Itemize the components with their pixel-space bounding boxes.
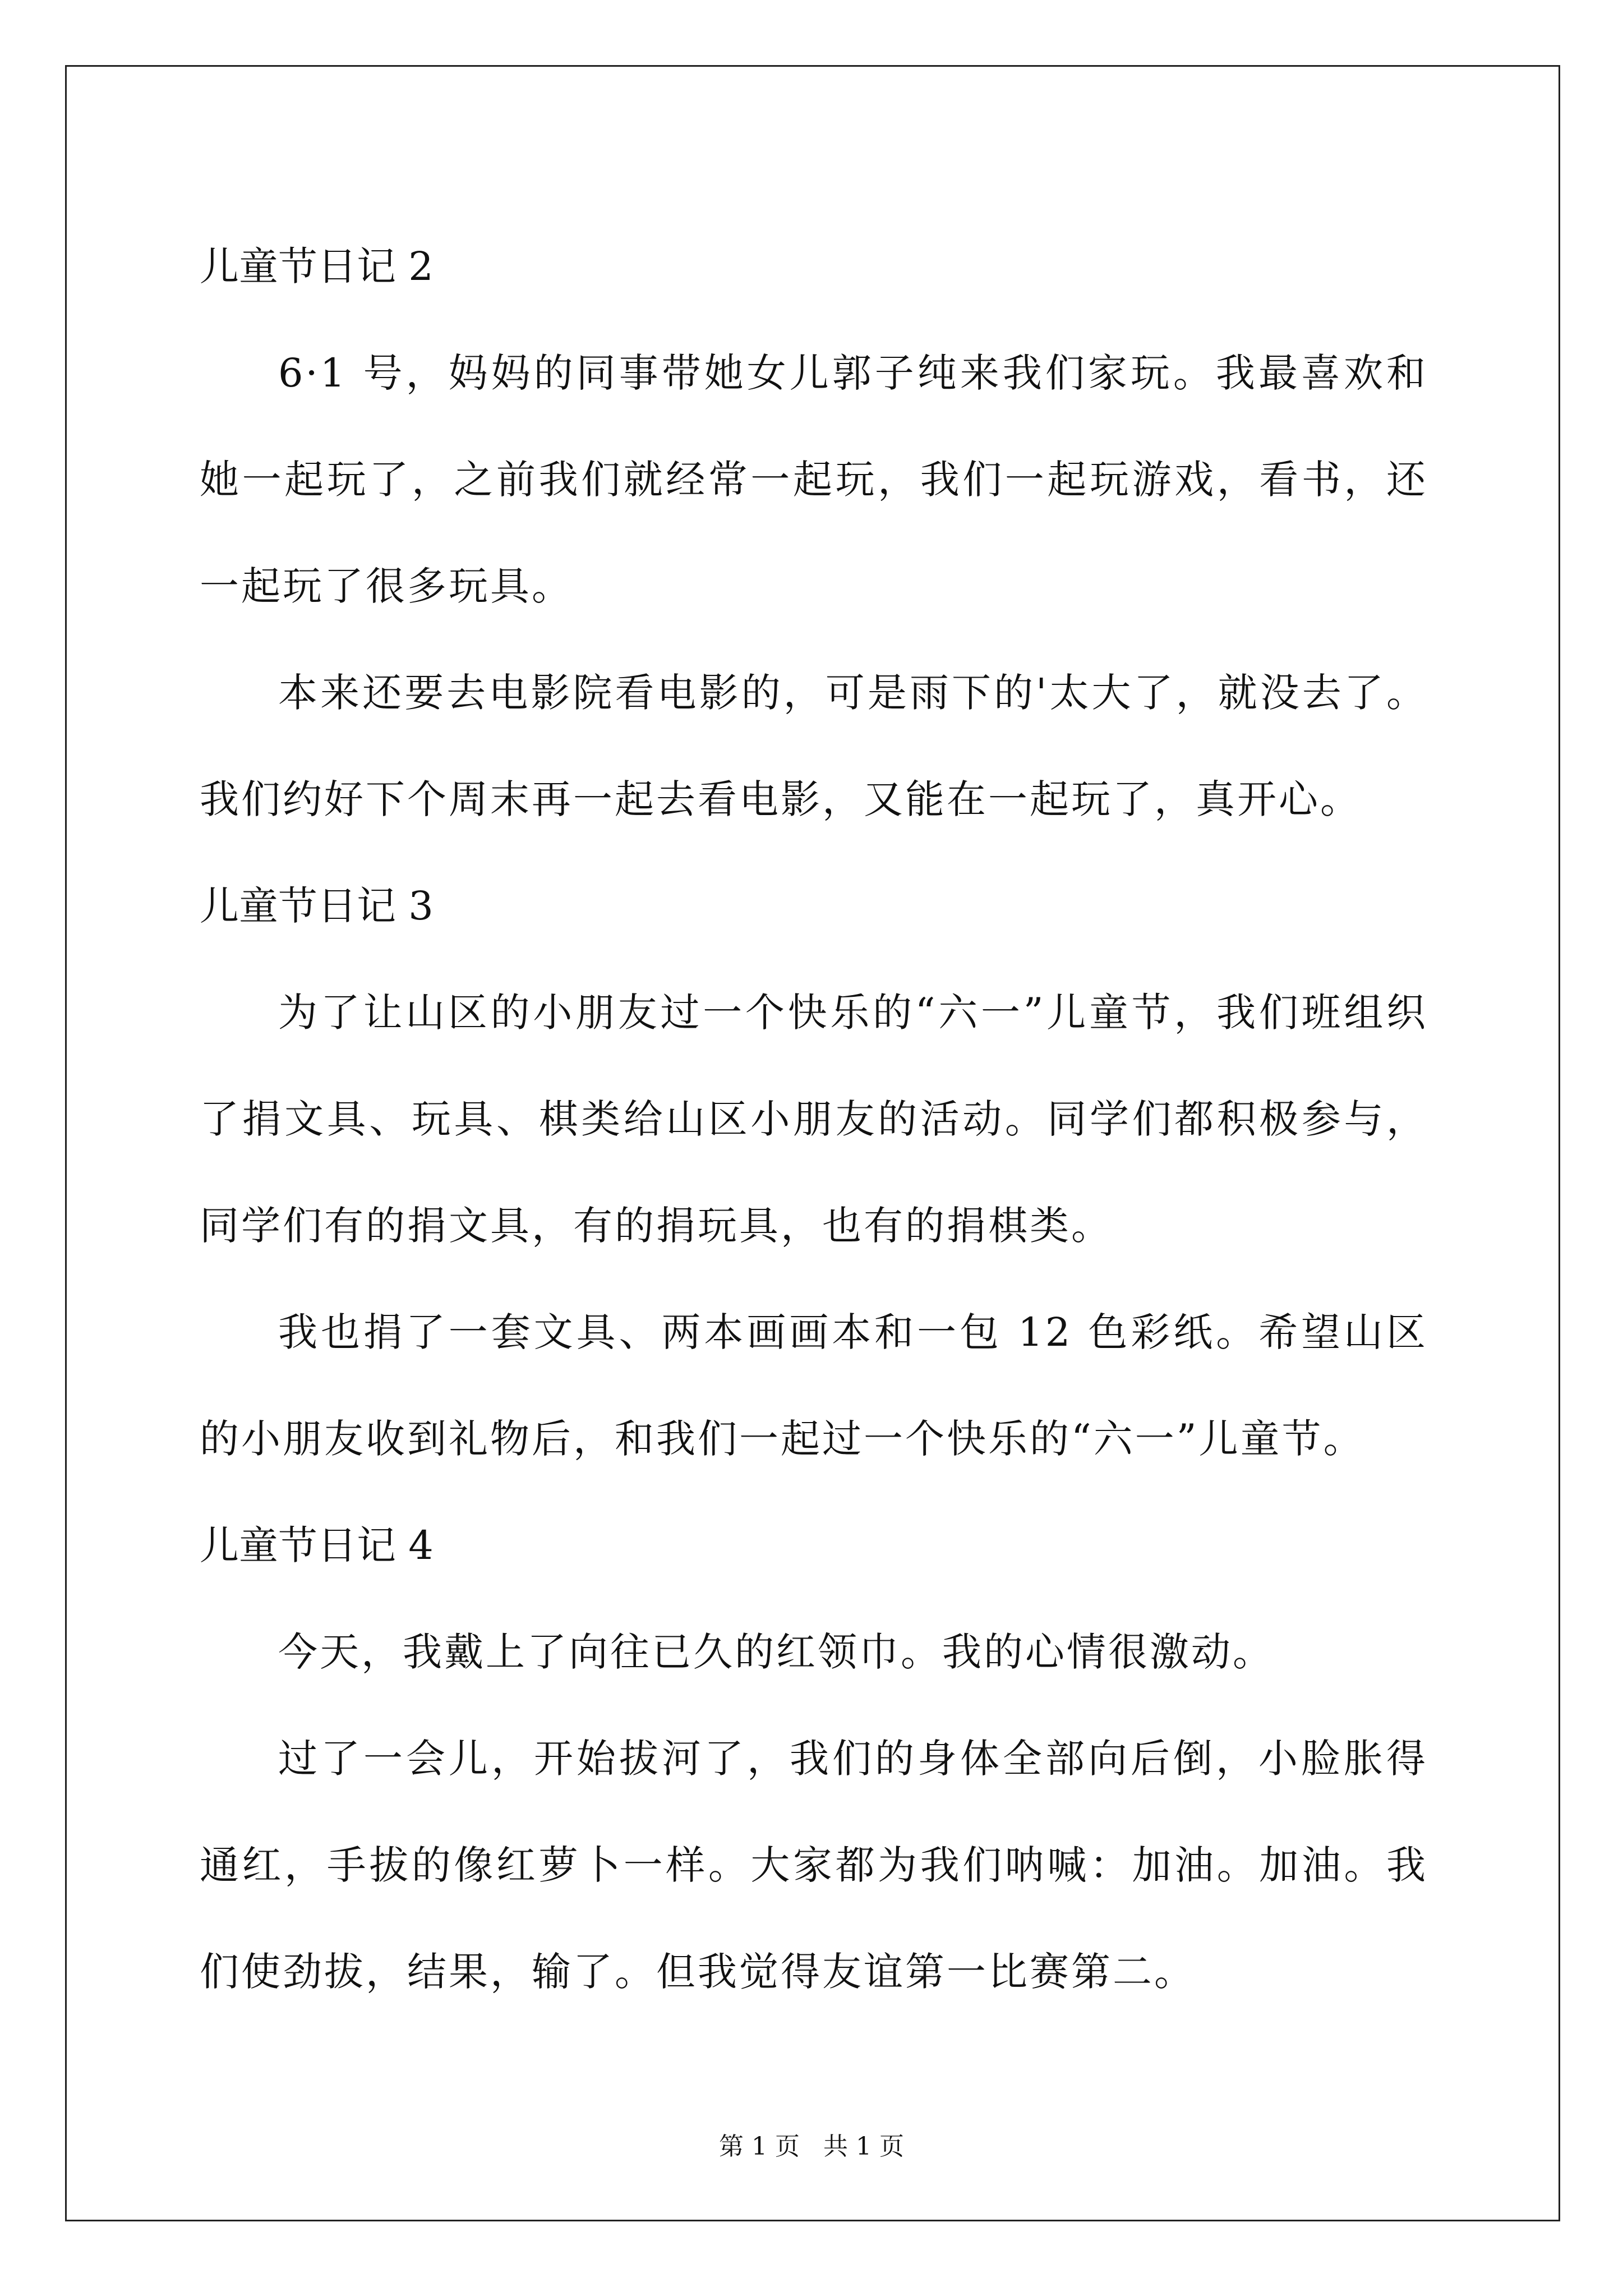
document-body: [200, 213, 1428, 2025]
paragraph: 今天，我戴上了向往已久的红领巾。我的心情很激动。: [278, 1629, 1274, 1675]
paragraph: 过了一会儿，开始拔河了，我们的身体全部向后倒，小脸胀得通红，手拔的像红萝卜一样。大家都为我们呐喊：加油。加油。我们使劲拔，结果，输了。但我觉得友谊第一比赛第二。: [200, 1736, 1428, 1995]
paragraph: 6·1 号，妈妈的同事带她女儿郭子纯来我们家玩。我最喜欢和她一起玩了，之前我们就经常一起玩，我们一起玩游戏，看书，还一起玩了很多玩具。: [200, 350, 1428, 609]
paragraph: 为了让山区的小朋友过一个快乐的“六一”儿童节，我们班组织了捐文具、玩具、棋类给山区小朋友的活动。同学们都积极参与，同学们有的捐文具，有的捐玩具，也有的捐棋类。: [200, 990, 1428, 1249]
section-heading-3: 儿童节日记 3: [200, 883, 434, 929]
paragraph: 本来还要去电影院看电影的，可是雨下的'太大了，就没去了。我们约好下个周末再一起去看电影，又能在一起玩了，真开心。: [200, 670, 1428, 822]
section-heading-4: 儿童节日记 4: [200, 1522, 434, 1568]
section-heading-2: 儿童节日记 2: [200, 243, 434, 289]
page-footer: 第 1 页 共 1 页: [719, 2132, 904, 2161]
paragraph: 我也捐了一套文具、两本画画本和一包 12 色彩纸。希望山区的小朋友收到礼物后，和我们一起过一个快乐的“六一”儿童节。: [200, 1309, 1428, 1462]
